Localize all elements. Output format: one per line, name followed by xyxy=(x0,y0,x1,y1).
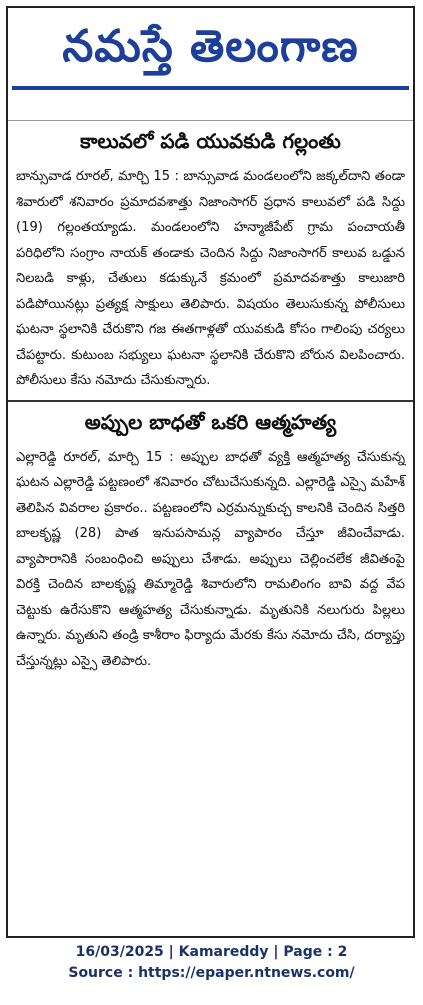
article-1-headline: కాలువలో పడి యువకుడి గల్లంతు xyxy=(80,129,341,153)
footer-source-line: Source : https://epaper.ntnews.com/ xyxy=(68,965,355,981)
article-2-headline: అప్పుల బాధతో ఒకరి ఆత్మహత్య xyxy=(84,409,337,434)
article-2 xyxy=(8,410,413,675)
article-1 xyxy=(8,120,413,394)
article-2-body: ఎల్లారెడ్డి రూరల్, మార్చి 15 : అప్పుల బాధతో వ్యక్తి ఆత్మహత్య చేసుకున్న ఘటన ఎల్లారెడ్డి పట్టణంలో శనివారం చోటుచేసుకున్నది. ఎల్లారెడ్డి ఎస్సై మహేశ్ తెలిపిన వివరాల ప్రకారం.. పట్టణంలోని ఎర్రమన్నుకుచ్చ కాలనికి చెందిన సిత్తరి బాలకృష్ణ (28) పాత ఇనుపసామన్ల వ్యాపారం చేస్తూ జీవించేవాడు. వ్యాపారానికి సంబంధించి అప్పులు చేశాడు. అప్పులు చెల్లించలేక జీవితంపై విరక్తి చెందిన బాలకృష్ణ తిమ్మారెడ్డి శివారులోని రామలింగం బావి వద్ద వేప చెట్టుకు ఉరేసుకొని ఆత్మహత్య చేసుకున్నాడు. మృతునికి నలుగురు పిల్లలు ఉన్నారు. మృతుని తండ్రి కాశీరాం ఫిర్యాదు మేరకు కేసు నమోదు చేసి, దర్యాప్తు చేస్తున్నట్లు ఎస్సై తెలిపారు. xyxy=(16,449,405,669)
article-divider xyxy=(8,400,413,402)
source-footer xyxy=(0,942,423,984)
clipping-frame xyxy=(6,6,415,938)
masthead-rule xyxy=(12,86,409,90)
footer-date-line: 16/03/2025 | Kamareddy | Page : 2 xyxy=(75,944,348,960)
article-1-body: బాన్సువాడ రూరల్, మార్చి 15 : బాన్సువాడ మండలంలోని జక్కల్‌దాని తండా శివారులో శనివారం ప్రమాదవశాత్తు నిజాంసాగర్ ప్రధాన కాలువలో పడి సిద్దు (19) గల్లంతయ్యాడు. మండలంలోని హన్మాజీపేట్ గ్రామ పంచాయతీ పరిధిలోని సంగ్రాం నాయక్ తండాకు చెందిన సిద్దు నిజాంసాగర్ కాలువ ఒడ్డున నిలబడి కాళ్లు, చేతులు కడుక్కునే క్రమంలో ప్రమాదవశాత్తు కాలుజారి పడిపోయినట్లు ప్రత్యక్ష సాక్షులు తెలిపారు. విషయం తెలుసుకున్న పోలీసులు ఘటనా స్థలానికి చేరుకొని గజ ఈతగాళ్లతో యువకుడి కోసం గాలింపు చర్యలు చేపట్టారు. కుటుంబ సభ్యులు ఘటనా స్థలానికి చేరుకొని బోరున విలపించారు. పోలీసులు కేసు నమోదు చేసుకున్నారు. xyxy=(16,169,405,388)
masthead-title: నమస్తే తెలంగాణ xyxy=(62,21,359,72)
